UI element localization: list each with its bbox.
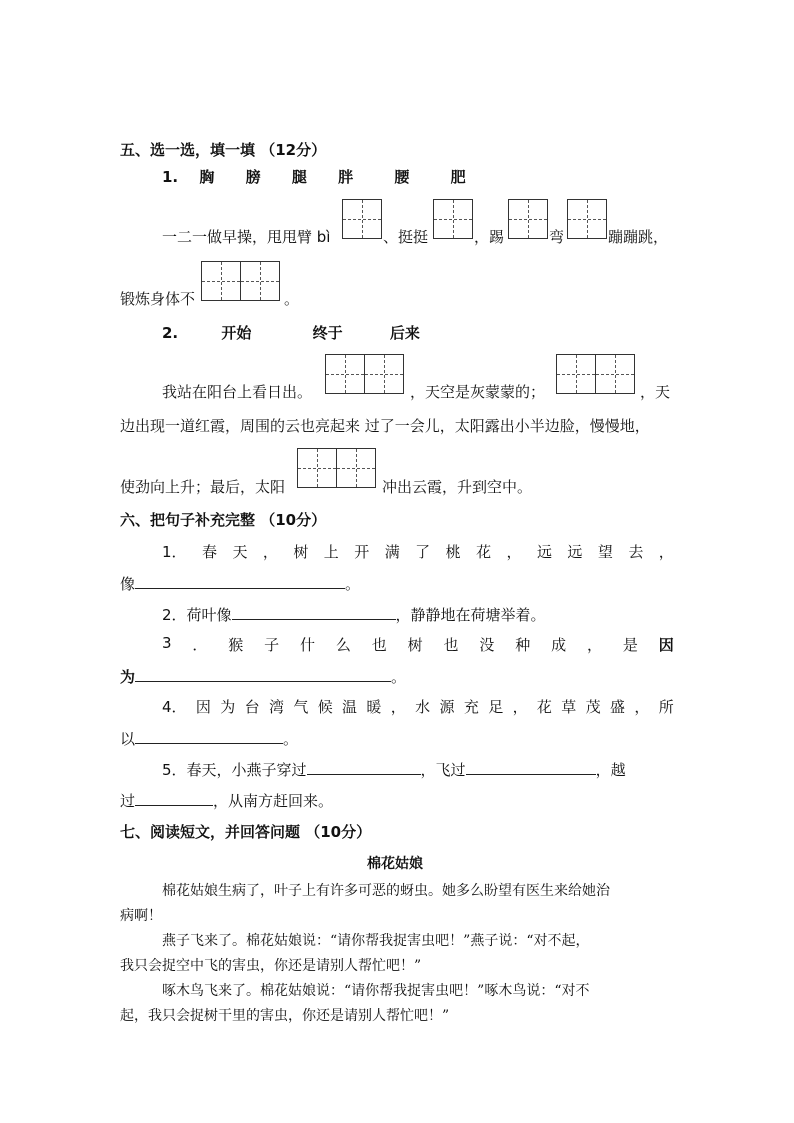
word-option: 胖	[338, 168, 354, 186]
q1-line2-part-a: 锻炼身体不	[120, 290, 196, 308]
word-option: 腰	[394, 168, 410, 186]
tianzige-box[interactable]	[508, 199, 548, 239]
passage-p1-line2: 病啊！	[120, 908, 162, 924]
q1-label: 1.	[162, 168, 179, 186]
s6-q1-line1: 1． 春 天 ， 树 上 开 满 了 桃 花 ， 远 远 望 去 ，	[162, 543, 674, 561]
passage-p2-line1: 燕子飞来了。棉花姑娘说：“请你帮我捉害虫吧！”燕子说：“对不起，	[162, 933, 590, 949]
s6-q1-line2: 像 。	[120, 572, 360, 594]
section-6-title: 六、把句子补充完整 （10分）	[120, 511, 327, 529]
q2-line3-part-a: 使劲向上升；最后，太阳	[120, 478, 286, 496]
s6-q4-line1: 4． 因 为 台 湾 气 候 温 暖 ， 水 源 充 足 ， 花 草 茂 盛 ， 所	[162, 698, 674, 716]
tianzige-box-pair[interactable]	[556, 354, 635, 394]
answer-blank[interactable]	[466, 758, 596, 775]
q2-label: 2.	[162, 324, 179, 342]
tianzige-box-pair[interactable]	[201, 261, 280, 301]
q1-line1-part-c: ，踢	[474, 228, 505, 246]
s6-q2-line: 2．荷叶像 ，静静地在荷塘举着。	[162, 603, 546, 625]
q1-word-bank	[162, 166, 466, 187]
passage-title: 棉花姑娘	[367, 856, 423, 872]
q2-line1-part-a: 我站在阳台上看日出。	[162, 383, 313, 401]
word-option: 膀	[245, 168, 261, 186]
q2-line1-part-c: ，天	[640, 383, 671, 401]
word-option: 腿	[291, 168, 307, 186]
q1-line1-part-a: 一二一做早操，甩甩臂 bì	[162, 228, 331, 246]
q2-line3-part-b: 冲出云霞，升到空中。	[382, 478, 533, 496]
q2-word-bank	[162, 322, 420, 343]
s6-q3-line2: 为 。	[120, 665, 406, 687]
tianzige-box[interactable]	[342, 199, 382, 239]
answer-blank[interactable]	[135, 665, 391, 682]
passage-p3-line2: 起，我只会捉树干里的害虫，你还是请别人帮忙吧！”	[120, 1008, 450, 1024]
passage-p1-line1: 棉花姑娘生病了，叶子上有许多可恶的蚜虫。她多么盼望有医生来给她治	[162, 883, 610, 899]
answer-blank[interactable]	[307, 758, 421, 775]
q2-line2: 边出现一道红霞，周围的云也亮起来 过了一会儿，太阳露出小半边脸，慢慢地，	[120, 417, 650, 435]
passage-p3-line1: 啄木鸟飞来了。棉花姑娘说：“请你帮我捉害虫吧！”啄木鸟说：“对不	[162, 983, 590, 999]
q1-line1-part-e: 蹦蹦跳，	[608, 228, 669, 246]
answer-blank[interactable]	[135, 789, 213, 806]
tianzige-box[interactable]	[433, 199, 473, 239]
answer-blank[interactable]	[232, 603, 396, 620]
q1-line1-part-b: 、挺挺	[383, 228, 429, 246]
passage-p2-line2: 我只会捉空中飞的害虫，你还是请别人帮忙吧！”	[120, 958, 422, 974]
tianzige-box[interactable]	[567, 199, 607, 239]
word-option: 终于	[312, 324, 343, 342]
word-option: 肥	[450, 168, 466, 186]
tianzige-box-pair[interactable]	[297, 448, 376, 488]
answer-blank[interactable]	[135, 572, 345, 589]
q2-line1-part-b: ，天空是灰蒙蒙的；	[410, 383, 546, 401]
q1-line2-part-b: 。	[284, 290, 300, 308]
s6-q4-line2: 以 。	[120, 727, 298, 749]
word-option: 后来	[389, 324, 420, 342]
q1-line1-part-d: 弯	[549, 228, 565, 246]
s6-q3-line1: 3 ． 猴 子 什 么 也 树 也 没 种 成 ， 是 因	[162, 634, 674, 654]
answer-blank[interactable]	[135, 727, 283, 744]
word-option: 胸	[199, 168, 215, 186]
word-option: 开始	[221, 324, 252, 342]
tianzige-box-pair[interactable]	[325, 354, 404, 394]
s6-q5-line1: 5．春天，小燕子穿过 ，飞过 ，越	[162, 758, 626, 780]
s6-q5-line2: 过 ，从南方赶回来。	[120, 789, 333, 811]
section-7-title: 七、阅读短文，并回答问题 （10分）	[120, 823, 372, 841]
section-5-title: 五、选一选，填一填 （12分）	[120, 141, 327, 159]
